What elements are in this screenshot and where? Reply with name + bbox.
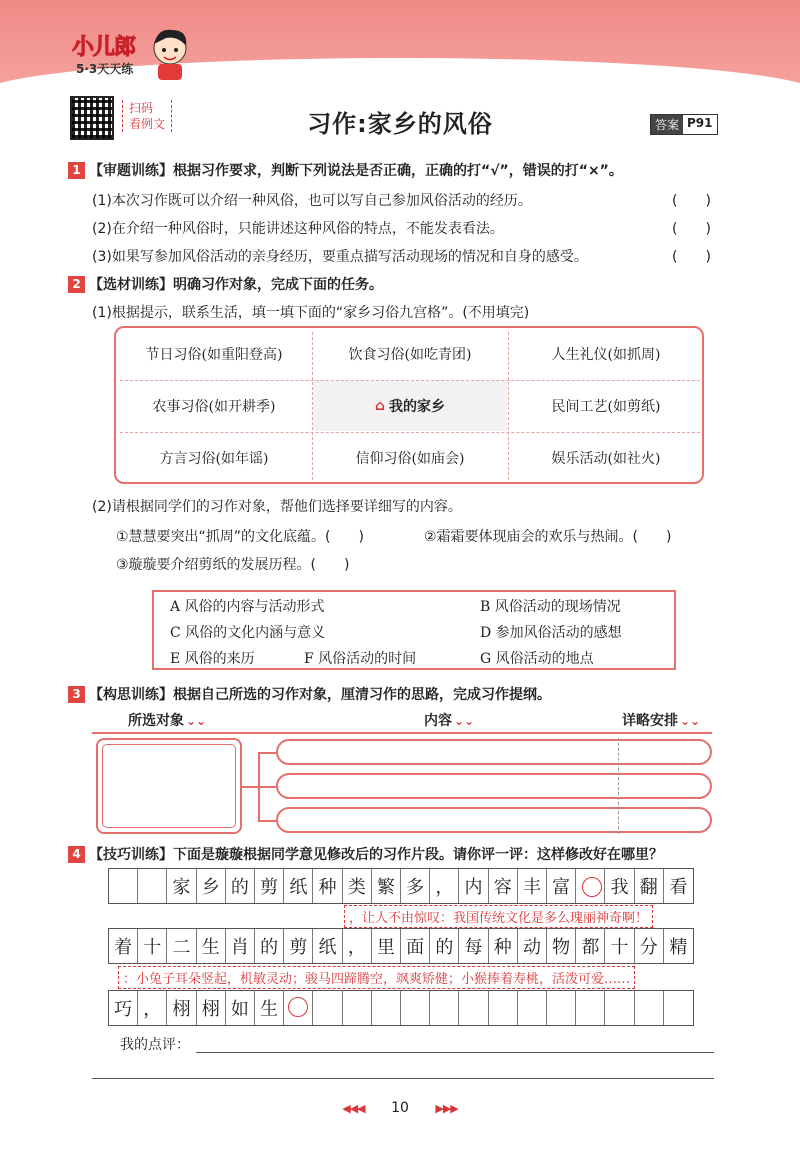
grid-cell[interactable]: 节日习俗(如重阳登高) (145, 347, 283, 363)
col-header-content (424, 710, 474, 730)
q4-prompt-text: 【技巧训练】下面是璇璇根据同学意见修改后的习作片段。请你评一评：这样修改好在哪里？ (89, 847, 663, 863)
chevron-down-icon: ⌄⌄ (454, 714, 475, 728)
writing-cell[interactable] (109, 869, 138, 903)
writing-cell[interactable] (401, 991, 430, 1025)
answer-badge (650, 114, 718, 135)
grid-cell[interactable]: 娱乐活动(如社火) (551, 451, 661, 467)
grid-cell[interactable]: 信仰习俗(如庙会) (355, 451, 465, 467)
writing-row-3 (108, 990, 694, 1026)
writing-cell[interactable]: 繁 (372, 869, 401, 903)
connector (242, 786, 258, 788)
writing-cell[interactable]: 的 (430, 929, 459, 963)
writing-cell[interactable]: 种 (489, 929, 518, 963)
writing-cell[interactable]: 肖 (226, 929, 255, 963)
options-box (152, 590, 676, 670)
writing-cell[interactable]: 看 (669, 877, 688, 898)
col-header-detail (622, 710, 700, 730)
next-arrows-icon: ▶▶▶ (435, 1102, 458, 1115)
grid-cell[interactable]: 民间工艺(如剪纸) (551, 399, 661, 415)
writing-cell[interactable] (635, 991, 664, 1025)
option-b: B 风俗活动的现场情况 (480, 599, 621, 615)
writing-cell[interactable]: 生 (255, 991, 284, 1025)
q1-answer-2[interactable]: ( ) (672, 221, 711, 237)
answer-page: P91 (687, 116, 713, 130)
comment-line-2[interactable] (92, 1078, 714, 1079)
detail-divider (618, 738, 619, 834)
writing-cell[interactable]: 翻 (635, 869, 664, 903)
q1-item-1: (1)本次习作既可以介绍一种风俗，也可以写自己参加风俗活动的经历。 (92, 193, 532, 209)
writing-cell[interactable]: 富 (547, 869, 576, 903)
col-header-subject-label: 所选对象 (128, 713, 184, 729)
q1-number: 1 (68, 162, 85, 179)
writing-cell[interactable] (664, 991, 693, 1025)
grid-cell[interactable]: 农事习俗(如开耕季) (152, 399, 276, 415)
col-header-subject (128, 710, 206, 730)
chevron-down-icon: ⌄⌄ (680, 714, 701, 728)
scan-label-line2: 看例文 (129, 117, 166, 131)
connector (258, 820, 276, 822)
connector (258, 752, 276, 754)
q1-answer-3[interactable]: ( ) (672, 249, 711, 265)
writing-cell[interactable]: ， (430, 869, 459, 903)
option-a: A 风俗的内容与活动形式 (170, 599, 325, 615)
page-title: 习作:家乡的风俗 (307, 110, 493, 138)
grid-center-cell (313, 381, 507, 431)
q4-number: 4 (68, 846, 85, 863)
custom-grid (114, 326, 704, 484)
writing-cell[interactable]: 十 (138, 929, 167, 963)
chevron-down-icon: ⌄⌄ (186, 714, 207, 728)
writing-cell[interactable]: 栩 (197, 991, 226, 1025)
subject-box-inner (102, 744, 236, 828)
q2-prompt (68, 274, 383, 294)
connector (258, 786, 276, 788)
writing-row-2 (108, 928, 694, 964)
q2-sub1: (1)根据提示，联系生活，填一填下面的“家乡习俗九宫格”。(不用填完) (92, 305, 530, 321)
writing-cell[interactable]: 的 (255, 929, 284, 963)
answer-label: 答案 (651, 115, 683, 134)
q1-answer-1[interactable]: ( ) (672, 193, 711, 209)
writing-cell[interactable] (518, 991, 547, 1025)
writing-cell[interactable]: 着 (109, 929, 138, 963)
writing-cell[interactable]: ， (138, 991, 167, 1025)
q3-number: 3 (68, 686, 85, 703)
writing-row-1 (108, 868, 694, 904)
writing-cell[interactable]: 栩 (167, 991, 196, 1025)
brand-subtitle: 5·3天天练 (76, 62, 134, 76)
writing-cell[interactable] (138, 869, 167, 903)
writing-cell[interactable]: 十 (605, 929, 634, 963)
insert-mark-circle (288, 997, 308, 1017)
outline-divider (92, 732, 712, 734)
writing-cell[interactable]: 纸 (313, 929, 342, 963)
writing-cell[interactable]: 纸 (284, 869, 313, 903)
option-c: C 风俗的文化内涵与意义 (170, 625, 326, 641)
writing-cell[interactable]: 巧 (109, 991, 138, 1025)
q2-prompt-text: 【选材训练】明确习作对象，完成下面的任务。 (89, 277, 383, 293)
q4-prompt (68, 844, 663, 864)
writing-cell[interactable] (576, 991, 605, 1025)
writing-cell[interactable]: 精 (669, 937, 688, 958)
q1-item-3: (3)如果写参加风俗活动的亲身经历，要重点描写活动现场的情况和自身的感受。 (92, 249, 588, 265)
q3-prompt-text: 【构思训练】根据自己所选的习作对象，厘清习作的思路，完成习作提纲。 (89, 687, 551, 703)
writing-cell[interactable] (547, 991, 576, 1025)
writing-cell[interactable] (372, 991, 401, 1025)
writing-cell[interactable] (313, 991, 342, 1025)
writing-cell[interactable] (430, 991, 459, 1025)
q2-task-1[interactable]: ①慧慧要突出“抓周”的文化底蕴。( ) (116, 529, 364, 545)
brand-logo: 小儿郎 (72, 35, 136, 60)
comment-label: 我的点评： (120, 1037, 190, 1053)
writing-cell[interactable]: 内 (459, 869, 488, 903)
q1-item-2: (2)在介绍一种风俗时，只能讲述这种风俗的特点，不能发表看法。 (92, 221, 504, 237)
writing-cell[interactable] (343, 991, 372, 1025)
prev-arrows-icon: ◀◀◀ (342, 1102, 365, 1115)
insert-mark-circle (582, 877, 602, 897)
mascot-icon (148, 24, 192, 80)
writing-cell[interactable]: 类 (343, 869, 372, 903)
content-field-1[interactable] (276, 739, 712, 765)
page-footer (0, 1100, 800, 1116)
q2-number: 2 (68, 276, 85, 293)
grid-cell[interactable]: 饮食习俗(如吃青团) (348, 347, 472, 363)
writing-cell[interactable]: 二 (167, 929, 196, 963)
writing-cell[interactable]: 面 (401, 929, 430, 963)
q2-task-3[interactable]: ③璇璇要介绍剪纸的发展历程。( ) (116, 557, 350, 573)
page-number: 10 (391, 1100, 409, 1116)
writing-cell[interactable] (489, 991, 518, 1025)
writing-cell[interactable]: 如 (226, 991, 255, 1025)
writing-cell[interactable] (605, 991, 634, 1025)
insert-text-2: ：小兔子耳朵竖起，机敏灵动；骏马四蹄腾空，飒爽矫健；小猴捧着寿桃，活泼可爱…… (118, 966, 635, 989)
writing-cell[interactable]: 种 (313, 869, 342, 903)
option-g: G 风俗活动的地点 (480, 651, 594, 667)
writing-cell[interactable]: 容 (489, 869, 518, 903)
writing-cell[interactable]: 动 (518, 929, 547, 963)
col-header-detail-label: 详略安排 (622, 713, 678, 729)
writing-cell[interactable]: 分 (635, 929, 664, 963)
writing-cell[interactable]: 剪 (255, 869, 284, 903)
house-icon: ⌂ (374, 398, 386, 414)
writing-cell[interactable]: 的 (226, 869, 255, 903)
option-f: F 风俗活动的时间 (304, 651, 417, 667)
q1-prompt (68, 160, 623, 180)
q2-sub2: (2)请根据同学们的习作对象，帮他们选择要详细写的内容。 (92, 499, 462, 515)
writing-cell[interactable]: 都 (576, 929, 605, 963)
writing-cell[interactable]: 里 (372, 929, 401, 963)
subject-box[interactable] (96, 738, 242, 834)
writing-cell[interactable]: 乡 (197, 869, 226, 903)
scan-label-line1: 扫码 (129, 101, 154, 115)
content-field-2[interactable] (276, 773, 712, 799)
q1-prompt-text: 【审题训练】根据习作要求，判断下列说法是否正确，正确的打“√”，错误的打“×”。 (89, 163, 623, 179)
writing-cell[interactable]: 每 (459, 929, 488, 963)
content-field-3[interactable] (276, 807, 712, 833)
grid-center-label: 我的家乡 (389, 399, 446, 415)
grid-cell[interactable]: 人生礼仪(如抓周) (551, 347, 661, 363)
writing-cell[interactable]: 丰 (518, 869, 547, 903)
option-e: E 风俗的来历 (170, 651, 255, 667)
writing-cell[interactable]: 家 (167, 869, 196, 903)
grid-cell[interactable]: 方言习俗(如年谣) (159, 451, 269, 467)
option-d: D 参加风俗活动的感想 (480, 625, 622, 641)
insert-text-1: ，让人不由惊叹：我国传统文化是多么瑰丽神奇啊！ (344, 905, 653, 928)
writing-cell[interactable] (459, 991, 488, 1025)
writing-cell[interactable]: 我 (605, 869, 634, 903)
q3-prompt (68, 684, 551, 704)
writing-cell[interactable]: ， (343, 929, 372, 963)
writing-cell[interactable]: 多 (401, 869, 430, 903)
col-header-content-label: 内容 (424, 713, 452, 729)
writing-cell[interactable]: 物 (547, 929, 576, 963)
writing-cell[interactable]: 剪 (284, 929, 313, 963)
writing-cell[interactable]: 生 (197, 929, 226, 963)
q2-task-2[interactable]: ②霜霜要体现庙会的欢乐与热闹。( ) (424, 529, 672, 545)
comment-line-1[interactable] (196, 1052, 714, 1053)
